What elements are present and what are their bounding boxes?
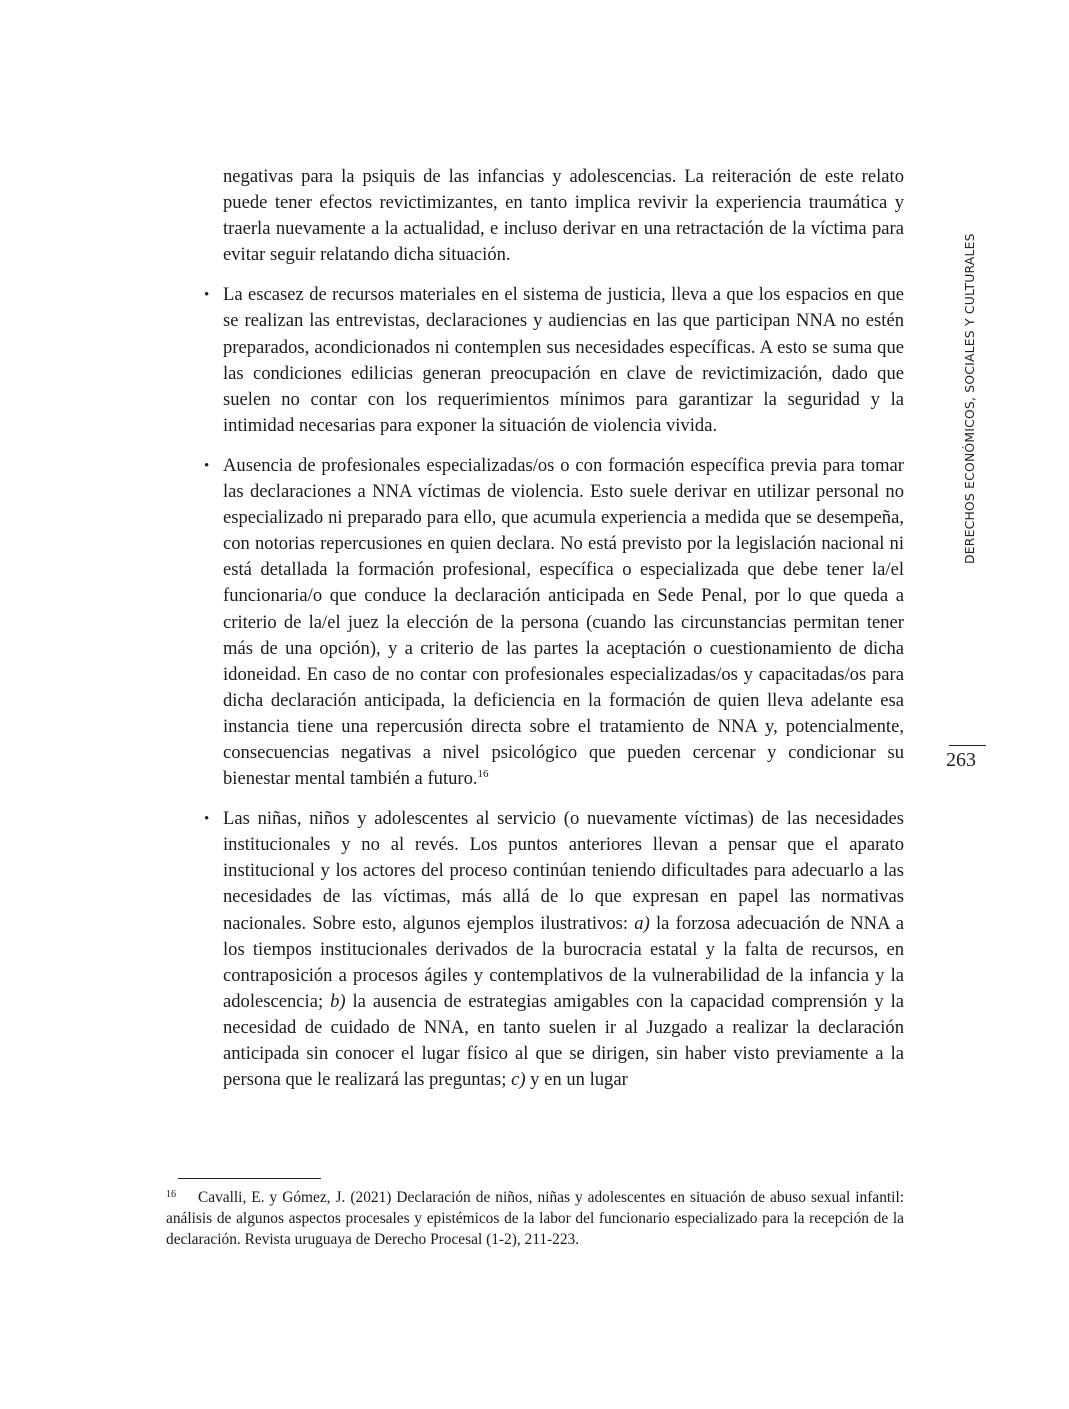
bullet-icon: •	[204, 287, 210, 304]
bullet-icon: •	[204, 811, 210, 828]
footnote-text: Cavalli, E. y Gómez, J. (2021) Declaración de niños, niñas y adolescentes en situación de abuso sexual infantil: análisis de algunos aspectos procesales y epistémicos de la labor del funcionario especializado para la recepción de la declaración. Revista uruguaya de Derecho Procesal (1-2), 211-223.	[166, 1189, 904, 1248]
list-item-text: la ausencia de estrategias amigables con la capacidad comprensión y la necesidad de cuidado de NNA, en tanto suelen ir al Juzgado a realizar la declaración anticipada sin conocer el lugar físico al que se dirigen, sin haber visto previamente a la persona que le realizará las preguntas;	[223, 990, 904, 1091]
main-text	[204, 164, 904, 1107]
list-item-text: y en un lugar	[525, 1069, 628, 1091]
list-item-text: Ausencia de profesionales especializadas/os o con formación específica previa para tomar las declaraciones a NNA víctimas de violencia. Esto suele derivar en utilizar personal no especializado ni preparado para ello, que acumula experiencia a medida que se desempeña, con notorias repercusiones en quien declara. No está previsto por la legislación nacional ni está detallada la formación profesional, específica o especializada que debe tener la/el funcionaria/o que conduce la declaración anticipada en Sede Penal, por lo que queda a criterio de la/el juez la elección de la persona (cuando las circunstancias permitan tener más de una opción), y a criterio de las partes la aceptación o cuestionamiento de dicha idoneidad. En caso de no contar con profesionales especializadas/os y capacitadas/os para dicha declaración anticipada, la deficiencia en la formación de quien lleva adelante esa instancia tiene una repercusión directa sobre el tratamiento de NNA y, potencialmente, consecuencias negativas a nivel psicológico que pueden cercenar y condicionar su bienestar mental también a futuro.	[223, 454, 904, 790]
footnote-reference[interactable]: 16	[477, 768, 489, 781]
enumeration-marker: a)	[634, 912, 650, 934]
enumeration-marker: b)	[330, 990, 346, 1012]
list-item	[204, 282, 904, 439]
footnote-number: 16	[166, 1189, 176, 1200]
enumeration-marker: c)	[511, 1069, 526, 1091]
list-item-text: Las niñas, niños y adolescentes al servicio (o nuevamente víctimas) de las necesidades institucionales y no al revés. Los puntos anteriores llevan a pensar que el aparato institucional y los actores del proceso continúan teniendo dificultades para adecuarlo a las necesidades de las víctimas, más allá de lo que expresan en papel las normativas nacionales. Sobre esto, algunos ejemplos ilustrativos:	[223, 808, 904, 934]
bullet-icon: •	[204, 457, 210, 474]
list-item	[204, 453, 904, 792]
page-number: 263	[946, 749, 976, 771]
section-side-title: DERECHOS ECONÓMICOS, SOCIALES Y CULTURALES	[962, 233, 977, 564]
intro-paragraph: negativas para la psiquis de las infancias y adolescencias. La reiteración de este relato puede tener efectos revictimizantes, en tanto implica revivir la experiencia traumática y traerla nuevamente a la actualidad, e incluso derivar en una retractación de la víctima para evitar seguir relatando dicha situación.	[223, 166, 904, 266]
footnote-divider	[178, 1178, 321, 1179]
bullet-list	[204, 282, 904, 1093]
footnote	[166, 1184, 904, 1250]
list-item	[204, 806, 904, 1093]
list-item-text: La escasez de recursos materiales en el sistema de justicia, lleva a que los espacios en que se realizan las entrevistas, declaraciones y audiencias en las que participan NNA no estén preparados, acondicionados ni contemplen sus necesidades específicas. A esto se suma que las condiciones edilicias generan preocupación en clave de revictimización, dado que suelen no contar con los requerimientos mínimos para garantizar la seguridad y la intimidad necesarias para exponer la situación de violencia vivida.	[223, 284, 904, 436]
page-number-rule	[949, 745, 986, 746]
list-item-text: la forzosa adecuación de NNA a los tiempos institucionales derivados de la burocracia estatal y la falta de recursos, en contraposición a procesos ágiles y contemplativos de la vulnerabilidad de la infancia y la adolescencia;	[223, 912, 904, 1012]
